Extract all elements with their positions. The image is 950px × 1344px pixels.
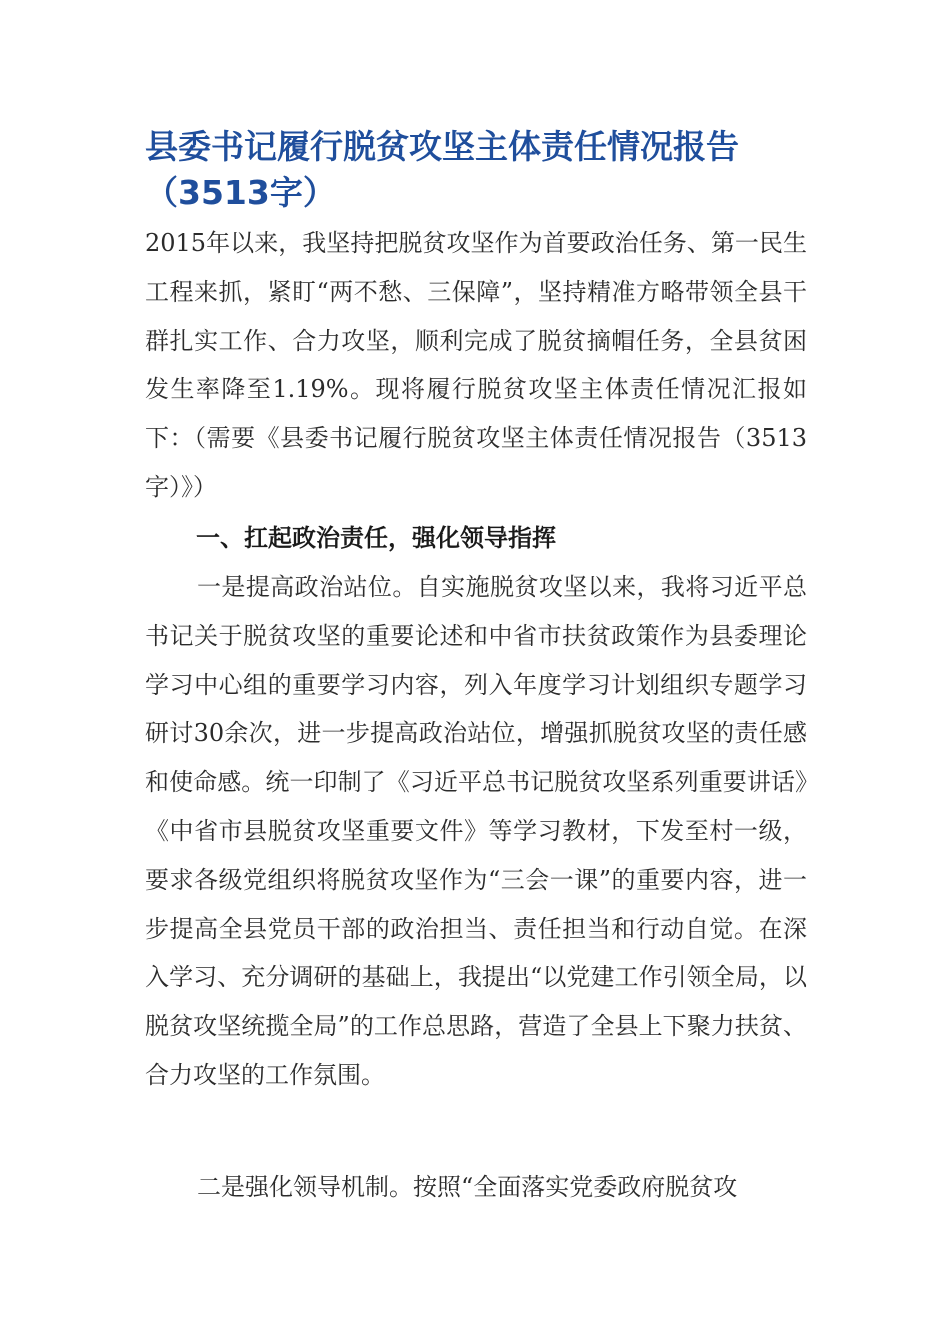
section-heading-1: 一、扛起政治责任，强化领导指挥 bbox=[196, 524, 556, 552]
section1-paragraph-2: 二是强化领导机制。按照“全面落实党委政府脱贫攻 bbox=[197, 1173, 738, 1201]
intro-paragraph: 2015年以来，我坚持把脱贫攻坚作为首要政治任务、第一民生工程来抓，紧盯“两不愁、三保障”，坚持精准方略带领全县干群扎实工作、合力攻坚，顺利完成了脱贫摘帽任务，全县贫困发生率降至1.19%。现将履行脱贫攻坚主体责任情况汇报如下：（需要《县委书记履行脱贫攻坚主体责任情况报告（3513字）》） bbox=[145, 229, 807, 501]
title-line-1: 县委书记履行脱贫攻坚主体责任情况报告 bbox=[145, 127, 739, 166]
section1-paragraph-1: 一是提高政治站位。自实施脱贫攻坚以来，我将习近平总书记关于脱贫攻坚的重要论述和中省市扶贫政策作为县委理论学习中心组的重要学习内容，列入年度学习计划组织专题学习研讨30余次，进一步提高政治站位，增强抓脱贫攻坚的责任感和使命感。统一印制了《习近平总书记脱贫攻坚系列重要讲话》《中省市县脱贫攻坚重要文件》等学习教材，下发至村一级，要求各级党组织将脱贫攻坚作为“三会一课”的重要内容，进一步提高全县党员干部的政治担当、责任担当和行动自觉。在深入学习、充分调研的基础上，我提出“以党建工作引领全局，以脱贫攻坚统揽全局”的工作总思路，营造了全县上下聚力扶贫、合力攻坚的工作氛围。 bbox=[145, 573, 807, 1089]
document-title bbox=[145, 124, 815, 216]
title-line-2: （3513字） bbox=[145, 173, 336, 212]
